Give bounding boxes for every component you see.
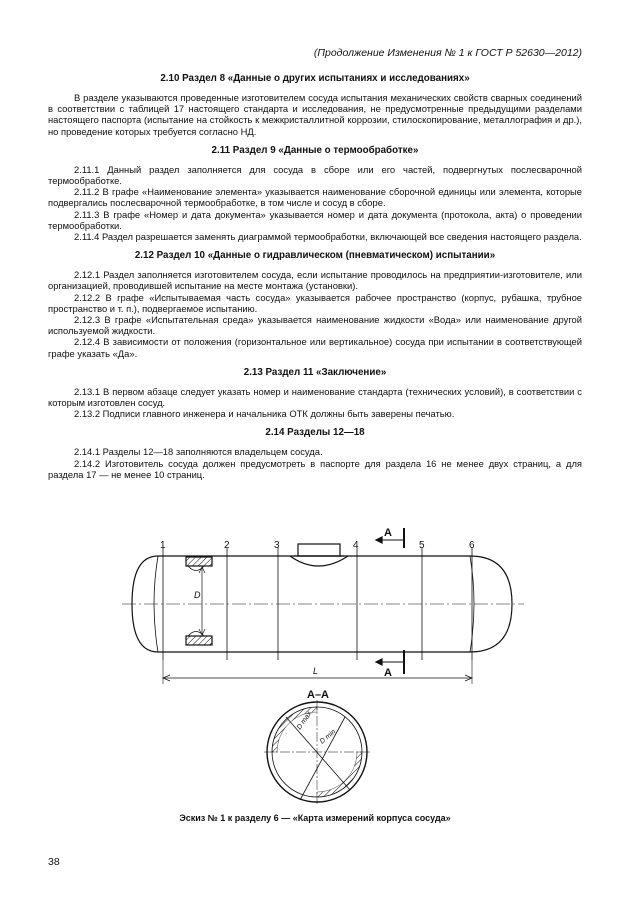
section-title: 2.14 Разделы 12—18 (265, 427, 365, 439)
support-bottom (186, 636, 212, 645)
dimension-dmax-label: D max (295, 710, 314, 732)
document-body (48, 73, 582, 488)
section-title: 2.10 Раздел 8 «Данные о других испытаниях и исследованиях» (160, 73, 470, 84)
section-2-10 (48, 73, 582, 137)
paragraph: 2.11.3 В графе «Номер и дата документа» указывается номер и дата документа (протокола, акта) о проведении термообработки. (48, 208, 582, 231)
dimension-d-label: D (194, 590, 201, 600)
section-2-14 (48, 427, 582, 480)
cut-label-bottom: А (384, 667, 392, 679)
paragraph: 2.11.1 Данный раздел заполняется для сосуда в сборе или его частей, подвергнутых послесварочной термообработке. (48, 163, 582, 187)
vessel-sketch (0, 528, 630, 828)
paragraph: 2.11.2 В графе «Наименование элемента» указывается наименование сборочной единицы или элемента, которые подвергались послесварочной термообработке, в том числе и сосуд в сборе. (48, 186, 582, 209)
paragraph: 2.11.4 Раздел разрешается заменять диаграммой термообработки, включающей все сведения настоящего раздела. (74, 231, 582, 243)
section-a-a-title: А–А (307, 689, 330, 701)
running-header: (Продолжение Изменения № 1 к ГОСТ Р 52630—2012) (313, 47, 582, 59)
section-title: 2.13 Раздел 11 «Заключение» (243, 366, 387, 378)
paragraph: 2.14.1 Разделы 12—18 заполняются владельцем сосуда. (74, 446, 323, 458)
paragraph: 2.12.3 В графе «Испытательная среда» указывается наименование жидкости «Вода» или наименование другой используемой жидкости. (48, 314, 582, 337)
dimension-l-label: L (313, 666, 319, 676)
page-number: 38 (48, 856, 60, 868)
section-label-6: 6 (469, 540, 475, 551)
paragraph: В разделе указываются проведенные изготовителем сосуда испытания механических свойств сварных соединений в соответствии с таблицей 17 настоящего стандарта и исследования, не предусмотренные предыдущими разделами настоящего паспорта (испытание на стойкость к межкристаллитной коррозии, стилоскопирование, металлография и др.), но проведение которых требуется согласно НД. (48, 92, 582, 137)
paragraph: 2.12.1 Раздел заполняется изготовителем сосуда, если испытание проводилось на предприятии-изготовителе, или организацией, проводившей испытание на месте монтажа (установки). (48, 269, 582, 292)
section-title: 2.11 Раздел 9 «Данные о термообработке» (211, 144, 419, 156)
section-2-11 (48, 145, 582, 242)
paragraph: 2.12.2 В графе «Испытываемая часть сосуда» указывается рабочее пространство (корпус, рубашка, трубное пространство и т. п.), подвергаемое испытанию. (48, 291, 582, 314)
paragraph: 2.14.2 Изготовитель сосуда должен предусмотреть в паспорте для раздела 16 не менее двух страниц, а для раздела 17 — не менее 10 страниц. (48, 457, 582, 480)
paragraph: 2.13.2 Подписи главного инженера и начальника ОТК должны быть заверены печатью. (74, 408, 455, 420)
paragraph: 2.13.1 В первом абзаце следует указать номер и наименование стандарта (технических условий), в соответствии с которым изготовлен сосуд. (48, 385, 582, 409)
figure-caption: Эскиз № 1 к разделу 6 — «Карта измерений корпуса сосуда» (179, 813, 451, 823)
paragraph: 2.12.4 В зависимости от положения (горизонтальное или вертикальное) сосуда при испытании в соответствующей графе указать «Да». (48, 336, 582, 359)
section-title: 2.12 Раздел 10 «Данные о гидравлическом (пневматическом) испытании» (134, 250, 496, 262)
section-label-5: 5 (419, 540, 425, 551)
section-label-4: 4 (353, 540, 359, 551)
manhole-flange (298, 544, 340, 556)
section-2-12 (48, 250, 582, 359)
dimension-dmin-label: D min (318, 728, 338, 746)
manhole-dome (290, 556, 348, 566)
section-label-3: 3 (274, 540, 280, 551)
support-top (186, 557, 212, 566)
section-label-2: 2 (224, 540, 230, 551)
section-2-13 (48, 367, 582, 420)
cut-label-top: А (384, 528, 392, 539)
section-label-1: 1 (160, 540, 166, 551)
